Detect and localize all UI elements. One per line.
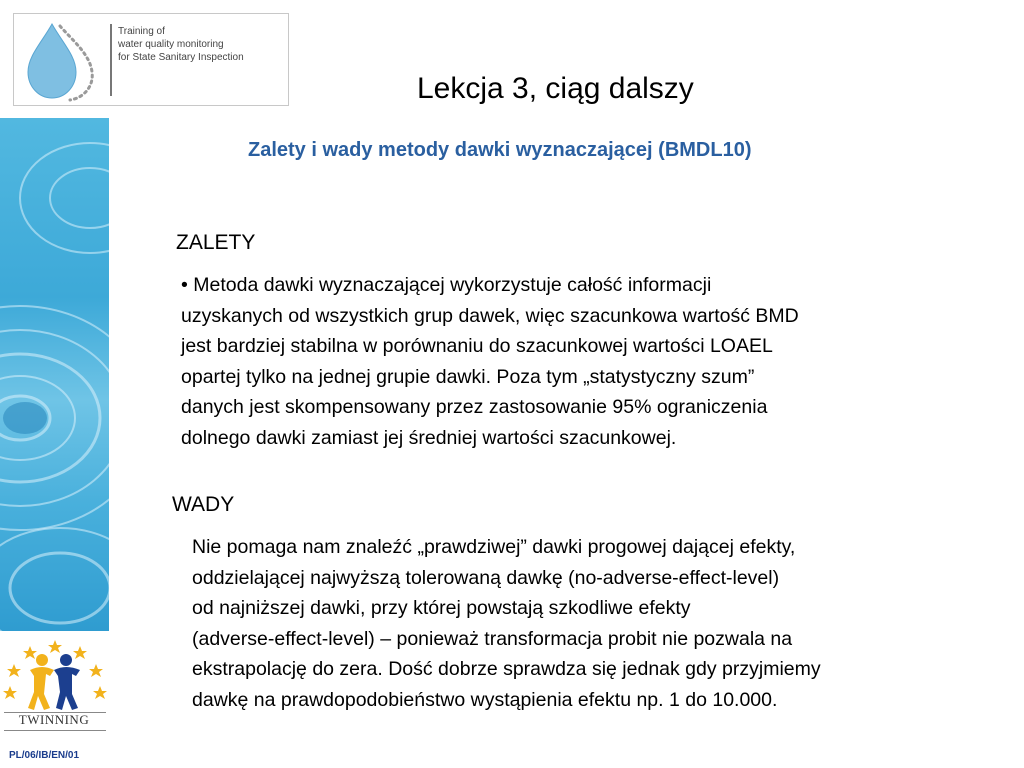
training-logo (13, 13, 289, 106)
advantages-line: dolnego dawki zamiast jej średniej wartości szacunkowej. (181, 426, 677, 449)
disadvantages-line: ekstrapolację do zera. Dość dobrze sprawdza się jednak gdy przyjmiemy (192, 658, 821, 680)
disadvantages-heading: WADY (172, 493, 235, 516)
advantages-line: jest bardziej stabilna w porównaniu do szacunkowej wartości LOAEL (181, 335, 773, 357)
logo-divider (110, 24, 112, 96)
logo-line: water quality monitoring (118, 39, 224, 50)
disadvantages-line: od najniższej dawki, przy której powstają szkodliwe efekty (192, 597, 691, 619)
advantages-heading: ZALETY (176, 231, 256, 254)
disadvantages-line: Nie pomaga nam znaleźć „prawdziwej” dawki progowej dającej efekty, (192, 536, 796, 558)
disadvantages-paragraph (192, 532, 821, 715)
ripple-pattern (0, 118, 109, 631)
reference-code: PL/06/IB/EN/01 (9, 750, 80, 761)
page-subtitle: Zalety i wady metody dawki wyznaczającej (BMDL10) (248, 139, 752, 161)
page-title: Lekcja 3, ciąg dalszy (417, 72, 694, 105)
star-ring-icon (3, 640, 107, 699)
water-ripple-image (0, 118, 109, 631)
twinning-label: TWINNING (18, 712, 90, 727)
logo-line: Training of (118, 26, 165, 37)
advantages-line: opartej tylko na jednej grupie dawki. Poza tym „statystyczny szum” (181, 365, 755, 388)
water-drop-icon (20, 20, 108, 102)
disadvantages-line: dawkę na prawdopodobieństwo wystąpienia efektu np. 1 do 10.000. (192, 688, 778, 711)
disadvantages-line: oddzielającej najwyższą tolerowaną dawkę (no-adverse-effect-level) (192, 566, 780, 589)
advantages-line: • Metoda dawki wyznaczającej wykorzystuje całość informacji (181, 274, 712, 296)
advantages-line: uzyskanych od wszystkich grup dawek, więc szacunkowa wartość BMD (181, 304, 799, 327)
logo-line: for State Sanitary Inspection (118, 52, 244, 63)
advantages-line: danych jest skompensowany przez zastosowanie 95% ograniczenia (181, 396, 768, 418)
advantages-paragraph (181, 270, 799, 453)
two-figures-icon (28, 654, 80, 710)
logo-text (118, 25, 244, 64)
disadvantages-line: (adverse-effect-level) – ponieważ transformacja probit nie pozwala na (192, 627, 793, 650)
